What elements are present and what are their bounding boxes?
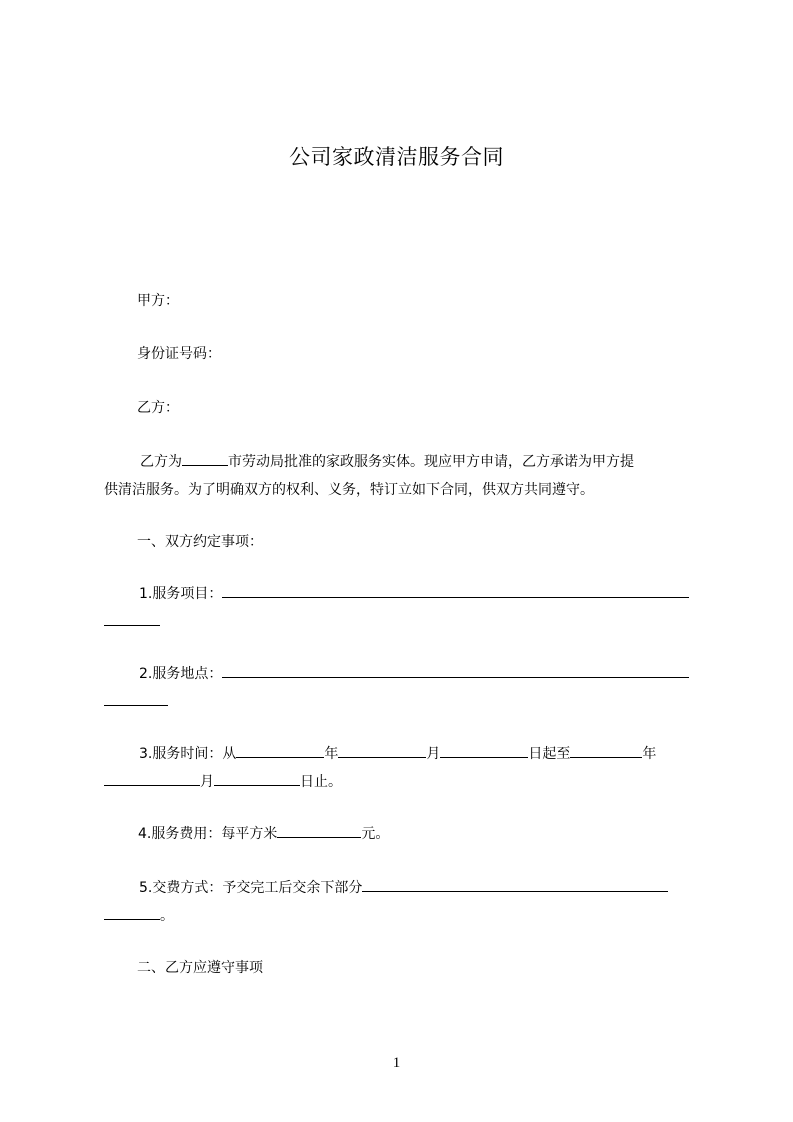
item1-label: 1.服务项目： — [139, 586, 223, 602]
month-label: 月 — [426, 746, 441, 762]
service-items-blank — [222, 583, 689, 598]
section2-heading: 二、乙方应遵守事项 — [137, 960, 263, 976]
service-items-blank-cont — [104, 611, 160, 626]
year-label: 年 — [324, 746, 339, 762]
item5-label: 5.交费方式：予交完工后交余下部分 — [139, 880, 363, 896]
payment-method-blank-cont — [104, 905, 160, 920]
year-label-end: 年 — [642, 746, 657, 762]
start-month-blank — [338, 743, 426, 758]
item2-label: 2.服务地点： — [139, 666, 223, 682]
end-month-blank — [104, 771, 200, 786]
item1-line — [139, 583, 704, 605]
start-day-blank — [440, 743, 528, 758]
intro-prefix: 乙方为 — [140, 454, 182, 470]
end-day-blank — [214, 771, 300, 786]
page-title: 公司家政清洁服务合同 — [289, 145, 504, 169]
party-a-label: 甲方： — [137, 293, 179, 309]
payment-method-blank — [362, 877, 668, 892]
intro-paragraph-line1 — [140, 451, 704, 473]
id-number-label: 身份证号码： — [137, 346, 221, 362]
service-location-blank — [222, 663, 689, 678]
item3-line2 — [104, 771, 704, 793]
item2-line — [139, 663, 704, 685]
service-location-blank-cont — [104, 691, 168, 706]
item5-line — [139, 877, 704, 899]
item5-line2 — [104, 905, 704, 927]
fee-per-sqm-blank — [277, 823, 361, 838]
item4-suffix: 元。 — [361, 826, 390, 842]
party-b-label: 乙方： — [137, 400, 179, 416]
intro-suffix: 市劳动局批准的家政服务实体。现应甲方申请，乙方承诺为甲方提 — [228, 454, 634, 470]
day-end-label: 日止。 — [300, 774, 342, 790]
item5-suffix: 。 — [160, 908, 174, 924]
day-to-label: 日起至 — [528, 746, 571, 762]
month-label-end: 月 — [200, 774, 214, 790]
start-year-blank — [236, 743, 324, 758]
end-year-blank — [570, 743, 642, 758]
city-blank — [182, 451, 228, 466]
item4-label: 4.服务费用：每平方米 — [138, 826, 278, 842]
section1-heading: 一、双方约定事项： — [137, 534, 263, 550]
item4-line — [138, 823, 704, 845]
page-number: 1 — [392, 1055, 401, 1071]
item2-line2 — [104, 691, 704, 713]
item3-label: 3.服务时间：从 — [139, 746, 237, 762]
item1-line2 — [104, 611, 704, 633]
intro-paragraph-line2: 供清洁服务。为了明确双方的权利、义务，特订立如下合同，供双方共同遵守。 — [104, 482, 594, 498]
item3-line — [139, 743, 704, 765]
